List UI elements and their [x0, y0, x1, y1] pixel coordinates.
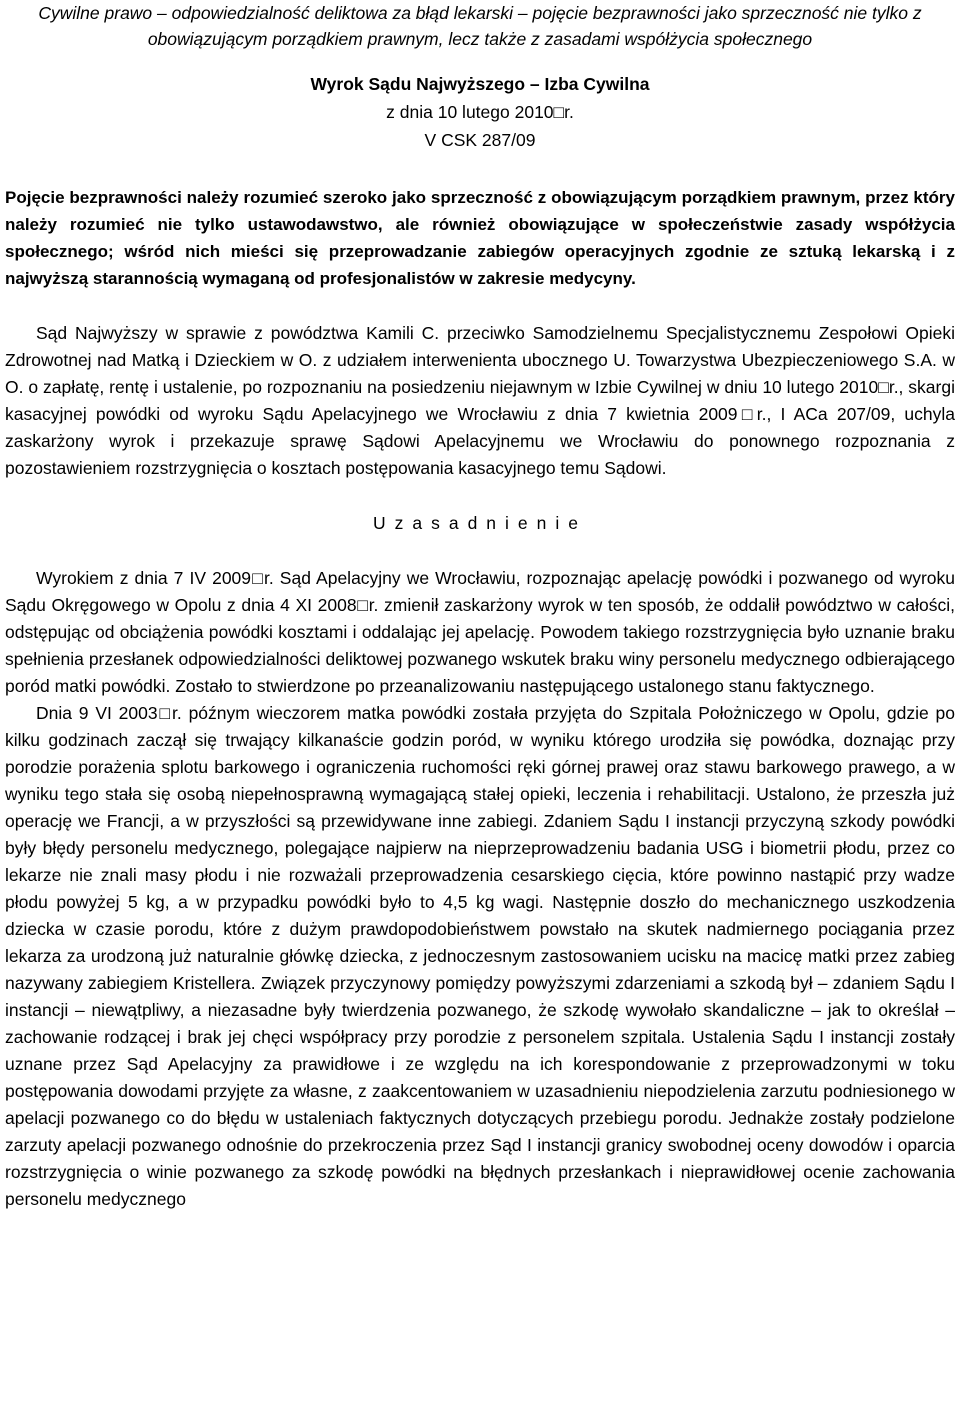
case-signature: V CSK 287/09 [424, 130, 536, 150]
body-paragraph: Wyrokiem z dnia 7 IV 2009□r. Sąd Apelacyjny we Wrocławiu, rozpoznając apelację powódki i pozwanego od wyroku Sądu Okręgowego w Opolu z dnia 4 XI 2008□r. zmienił zaskarżony wyrok w ten sposób, że oddalił powództwo w całości, odstępując od obciążenia powódki kosztami i oddalając jej apelację. Powodem takiego rozstrzygnięcia było uznanie braku spełnienia przesłanek odpowiedzialności deliktowej pozwanego wskutek braku winy personelu medycznego odbierającego poród matki powódki. Zostało to stwierdzone po przeanalizowaniu następującego ustalonego stanu faktycznego. [5, 568, 955, 696]
body-paragraph: Dnia 9 VI 2003□r. późnym wieczorem matka powódki została przyjęta do Szpitala Położniczego w Opolu, gdzie po kilku godzinach zaczął się trwający kilkanaście godzin poród, w wyniku którego urodziła się powódka, doznając przy porodzie porażenia splotu barkowego i ograniczenia ruchomości ręki górnej prawej oraz stawu barkowego prawego, a w wyniku tego stała się osobą niepełnosprawną wymagającą stałej opieki, leczenia i rehabilitacji. Ustalono, że przeszła już operację we Francji, a w przyszłości są przewidywane inne zabiegi. Zdaniem Sądu I instancji przyczyną szkody powódki były błędy personelu medycznego, polegające najpierw na nieprzeprowadzeniu badania USG i biometrii płodu, przez co lekarze nie znali masy płodu i nie rozważali przeprowadzenia cesarskiego cięcia, które powinno nastąpić przy wadze płodu powyżej 5 kg, a w przypadku powódki było to 4,5 kg wagi. Następnie doszło do mechanicznego uszkodzenia dziecka w czasie porodu, które z dużym prawdopodobieństwem powstało na skutek nadmiernego pociągania przez lekarza za urodzoną już naturalnie główkę dziecka, z jednoczesnym zastosowaniem ucisku na macicę matki przez zabieg nazywany zabiegiem Kristellera. Związek przyczynowy pomiędzy powyższymi zdarzeniami a szkodą był – zdaniem Sądu I instancji – niewątpliwy, a niezasadne były twierdzenia pozwanego, że szkodę wywołało skandaliczne – jak to określał – zachowanie rodzącej i brak jej chęci współpracy przy porodzie z personelem szpitala. Ustalenia Sądu I instancji zostały uznane przez Sąd Apelacyjny za prawidłowe i ze względu na ich korespondowanie z przeprowadzonymi w toku postępowania dowodami przyjęte za własne, z zaakcentowaniem w uzasadnieniu niepodzielenia zarzutu podniesionego w apelacji pozwanego co do błędu w ustaleniach faktycznych dotyczących przebiegu porodu. Jednakże zostały podzielone zarzuty apelacji pozwanego odnośnie do przekroczenia przez Sąd I instancji granicy swobodnej oceny dowodów i oparcia rozstrzygnięcia o winie pozwanego za szkodę powódki na błędnych przesłankach i nieprawidłowej ocenie zachowania personelu medycznego [5, 703, 955, 1209]
document-page [5, 0, 955, 1213]
subject-heading: Cywilne prawo – odpowiedzialność deliktowa za błąd lekarski – pojęcie bezprawności jako sprzeczność nie tylko z obowiązującym porządkiem prawnym, lecz także z zasadami współżycia społecznego [38, 3, 922, 49]
court-title-text: Wyrok Sądu Najwyższego – Izba Cywilna [310, 74, 650, 94]
sentencja-paragraph: Sąd Najwyższy w sprawie z powództwa Kamili C. przeciwko Samodzielnemu Specjalistycznemu Zespołowi Opieki Zdrowotnej nad Matką i Dzieckiem w O. z udziałem interwenienta ubocznego U. Towarzystwa Ubezpieczeniowego S.A. w O. o zapłatę, rentę i ustalenie, po rozpoznaniu na posiedzeniu niejawnym w Izbie Cywilnej w dniu 10 lutego 2010□r., skargi kasacyjnej powódki od wyroku Sądu Apelacyjnego we Wrocławiu z dnia 7 kwietnia 2009□r., I ACa 207/09, uchyla zaskarżony wyrok i przekazuje sprawę Sądowi Apelacyjnemu we Wrocławiu do ponownego rozpoznania z pozostawieniem rozstrzygnięcia o kosztach postępowania kasacyjnego temu Sądowi. [5, 323, 955, 478]
court-title [5, 70, 955, 98]
judgment-date: z dnia 10 lutego 2010□r. [386, 102, 574, 122]
thesis: Pojęcie bezprawności należy rozumieć szeroko jako sprzeczność z obowiązującym porządkiem prawnym, przez który należy rozumieć nie tylko ustawodawstwo, ale również obowiązujące w społeczeństwie zasady współżycia społecznego; wśród nich mieści się przeprowadzanie zabiegów operacyjnych zgodnie ze sztuką lekarską i z najwyższą starannością wymaganą od profesjonalistów w zakresie medycyny. [5, 188, 955, 288]
uzasadnienie-heading: Uzasadnienie [372, 513, 588, 533]
